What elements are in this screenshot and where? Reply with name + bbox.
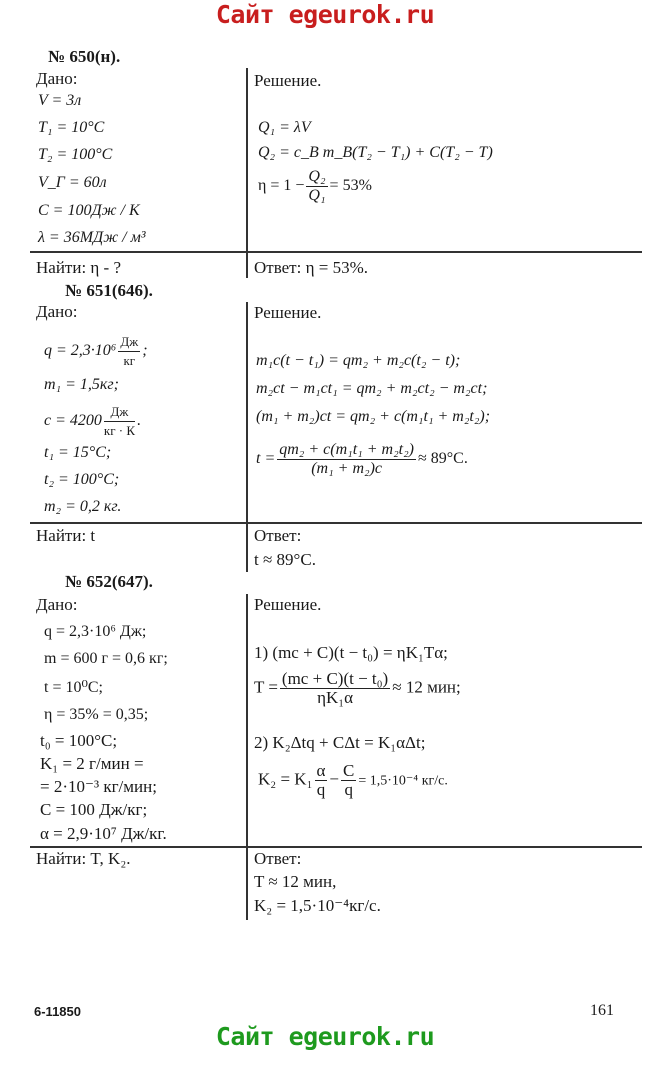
frac-post: ; — [142, 342, 148, 360]
solution-fraction — [258, 762, 448, 799]
frac-den: кг — [123, 353, 136, 368]
frac-num: Дж — [118, 333, 140, 352]
given-item: η = 35% = 0,35; — [44, 706, 149, 723]
given-item — [44, 333, 148, 370]
answer-label: Ответ: — [254, 849, 302, 868]
frac-pre: c = 4200 — [44, 412, 102, 430]
given-label: Дано: — [36, 302, 78, 321]
frac-den: кг · К — [103, 423, 136, 438]
problem-title: № 651(646). — [65, 281, 153, 300]
solution-line: 1) (mc + C)(t − t₀) = ηK₁Tα; — [254, 643, 448, 662]
frac-den: q — [344, 780, 353, 799]
find-label: Найти: η - ? — [36, 258, 122, 277]
problem-title: № 650(н). — [48, 47, 121, 66]
given-item: V_Г = 60л — [38, 174, 107, 191]
frac-den: Q₁ — [308, 187, 326, 204]
solution-line: m₂ct − m₁ct₁ = qm₂ + m₂ct₂ − m₂ct; — [256, 380, 488, 397]
given-item: q = 2,3·10⁶ Дж; — [44, 623, 147, 640]
given-item — [44, 403, 141, 440]
frac-den: (m₁ + m₂)c — [311, 460, 382, 477]
answer — [254, 259, 368, 277]
find-label: Найти: t — [36, 526, 96, 545]
given-item: t₁ = 15°C; — [44, 444, 112, 461]
given-item: t = 10⁰C; — [44, 679, 103, 696]
divider-vertical — [246, 302, 248, 572]
frac-num: Дж — [104, 403, 135, 422]
given-label: Дано: — [36, 595, 78, 614]
solution-fraction — [258, 168, 372, 205]
answer-value: η = 53%. — [305, 258, 368, 277]
frac-post: ≈ 12 мин; — [392, 677, 461, 697]
frac-post: ≈ 89°C. — [417, 450, 468, 468]
frac-pre: t = — [256, 450, 276, 468]
solution-fraction — [256, 441, 468, 478]
frac-num: Q₂ — [308, 168, 326, 185]
frac-pre: T = — [254, 677, 278, 697]
solution-line: 2) K₂Δtq + CΔt = K₁αΔt; — [254, 733, 426, 752]
frac-den: ηK₁α — [317, 688, 354, 707]
frac-pre: K₂ = K₁ — [258, 769, 313, 789]
frac-num: qm₂ + c(m₁t₁ + m₂t₂) — [279, 441, 414, 458]
solution-label: Решение. — [254, 595, 322, 614]
given-item: K₁ = 2 г/мин = — [40, 754, 144, 773]
frac-num: C — [343, 761, 355, 780]
site-watermark-bottom: Сайт egeurok.ru — [215, 1022, 435, 1051]
solution-label: Решение. — [254, 71, 322, 90]
given-item: T₁ = 10°C — [38, 119, 105, 136]
solution-line: m₁c(t − t₁) = qm₂ + m₂c(t₂ − t); — [256, 352, 461, 369]
solution-label: Решение. — [254, 303, 322, 322]
site-watermark-top: Сайт egeurok.ru — [215, 0, 435, 29]
solution-fraction — [254, 670, 461, 707]
given-item: m = 600 г = 0,6 кг; — [44, 650, 168, 667]
answer-value: K₂ = 1,5·10⁻⁴кг/с. — [254, 896, 381, 915]
divider-vertical — [246, 594, 248, 920]
print-code: 6-11850 — [34, 1004, 81, 1019]
frac-post: = 53% — [329, 177, 372, 195]
given-item: = 2·10⁻³ кг/мин; — [40, 777, 157, 796]
frac-post: . — [137, 412, 142, 430]
answer-label: Ответ: — [254, 258, 302, 277]
divider-vertical — [246, 68, 248, 278]
divider-horizontal — [30, 846, 642, 848]
page-number: 161 — [590, 1002, 614, 1019]
given-item: m₂ = 0,2 кг. — [44, 498, 122, 515]
divider-horizontal — [30, 522, 642, 524]
given-item: α = 2,9·10⁷ Дж/кг. — [40, 824, 167, 843]
answer-value: T ≈ 12 мин, — [254, 872, 337, 891]
solution-line: Q₂ = c_B m_B(T₂ − T₁) + C(T₂ − T) — [258, 144, 493, 161]
given-item: m₁ = 1,5кг; — [44, 376, 119, 393]
frac-num: α — [316, 761, 326, 780]
given-item: V = 3л — [38, 92, 82, 109]
frac-post: = 1,5·10⁻⁴ кг/с. — [358, 773, 448, 789]
frac-num: (mc + C)(t − t₀) — [281, 669, 389, 688]
problem-title: № 652(647). — [65, 572, 153, 591]
divider-horizontal — [30, 251, 642, 253]
answer-label: Ответ: — [254, 526, 302, 545]
given-label: Дано: — [36, 69, 78, 88]
frac-pre: q = 2,3·10⁶ — [44, 342, 117, 360]
given-item: λ = 36МДж / м³ — [38, 229, 146, 246]
answer-value: t ≈ 89°C. — [254, 550, 316, 569]
frac-pre: η = 1 − — [258, 177, 305, 195]
frac-mid: − — [329, 769, 340, 789]
given-item: C = 100 Дж/кг; — [40, 800, 148, 819]
solution-line: (m₁ + m₂)ct = qm₂ + c(m₁t₁ + m₂t₂); — [256, 408, 491, 425]
solution-line: Q₁ = λV — [258, 119, 311, 136]
given-item: t₂ = 100°C; — [44, 471, 120, 488]
given-item: t₀ = 100°C; — [40, 731, 118, 750]
given-item: C = 100Дж / K — [38, 202, 140, 219]
given-item: T₂ = 100°C — [38, 146, 113, 163]
frac-den: q — [316, 780, 326, 799]
find-label: Найти: T, K₂. — [36, 849, 131, 868]
